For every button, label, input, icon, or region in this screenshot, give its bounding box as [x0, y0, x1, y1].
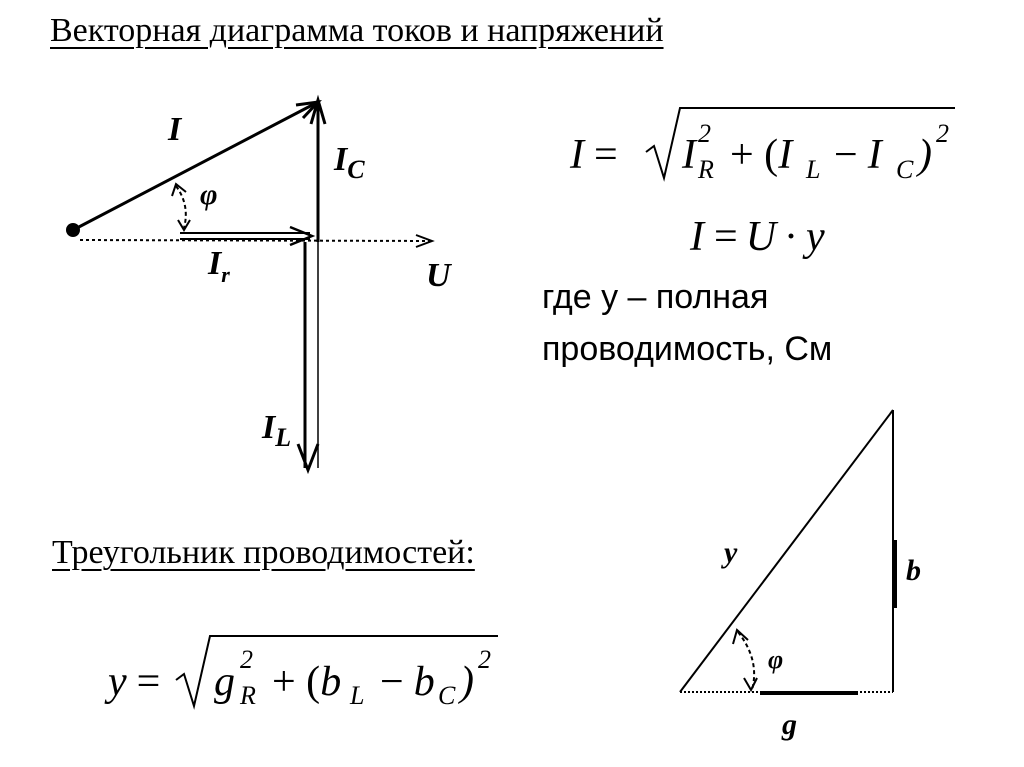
formula-admittance-bl: b [320, 659, 342, 705]
formula-current-ic: I [867, 132, 882, 178]
label-il-sub: L [275, 423, 292, 452]
svg-text:−I [834, 132, 884, 178]
formula-current-il-sub: L [806, 155, 821, 184]
formula-admittance-bc: b [413, 659, 435, 705]
formula-admittance-sup: 2 [478, 645, 491, 674]
phi-arc [176, 186, 186, 228]
triangle-phi-arrow-top [733, 630, 748, 644]
resistive-current-arrow-head [290, 227, 312, 245]
formula-admittance-lhs: y [108, 659, 127, 705]
svg-text:+ (I [730, 132, 794, 178]
formula-current-plus: + ( [730, 132, 779, 178]
formula-current-ic-sub: C [896, 155, 914, 184]
formula-current [569, 108, 955, 184]
label-ir-sub: r [221, 262, 230, 287]
triangle-label-phi: φ [768, 645, 784, 674]
formula-current-il: I [778, 132, 793, 178]
label-ir-main: I [208, 245, 222, 282]
diagram-title: Векторная диаграмма токов и напряжений [50, 12, 664, 49]
triangle-label-b: b [906, 554, 921, 587]
formula-current-ir-sub: R [698, 155, 714, 184]
formula-admittance-minus: − [380, 659, 404, 705]
formula-ohm-y: y [806, 214, 825, 260]
formula-admittance-g-sub: R [240, 681, 256, 710]
formula-admittance-plus: + ( [272, 659, 321, 705]
formula-ohm-i: I [690, 214, 704, 260]
formula-current-equals: = [594, 132, 618, 178]
formula-current-lhs: I [570, 132, 584, 178]
note-line-1: где y – полная [542, 278, 769, 316]
voltage-axis [80, 240, 430, 241]
svg-text:I [681, 132, 698, 178]
inductive-current-arrow-head [298, 444, 318, 470]
triangle-phi-arrow-bottom [744, 678, 757, 690]
formula-ohm [689, 214, 825, 260]
svg-text:I= [569, 132, 618, 178]
svg-text:+ (b [272, 659, 341, 705]
label-u: U [426, 257, 451, 294]
admittance-triangle [680, 410, 895, 693]
formula-current-ir: I [682, 132, 696, 178]
triangle-hypotenuse-y [680, 410, 893, 692]
current-vector [75, 102, 318, 229]
vector-diagram [66, 100, 432, 470]
formula-current-sup: 2 [936, 119, 949, 148]
triangle-label-g: g [782, 708, 797, 741]
note-line-2: проводимость, См [542, 330, 833, 368]
formula-admittance-g: g [214, 659, 235, 705]
label-ic-main: I [334, 141, 348, 178]
formula-admittance-bl-sub: L [350, 681, 365, 710]
formula-current-close: ) [918, 132, 932, 178]
label-i: I [168, 111, 182, 148]
formula-admittance-g-sup: 2 [240, 645, 253, 674]
formula-current-minus: − [834, 132, 858, 178]
label-ic-sub: C [347, 155, 365, 184]
formula-admittance [104, 636, 498, 710]
label-phi: φ [200, 178, 218, 211]
formula-ohm-equals: = [714, 214, 738, 260]
triangle-section-title: Треугольник проводимостей: [52, 534, 475, 571]
svg-text:−b [380, 659, 435, 705]
formula-ohm-u: U [745, 214, 777, 260]
formula-admittance-equals: = [136, 659, 161, 705]
formula-ohm-dot: · [784, 214, 799, 260]
triangle-label-y: y [724, 536, 738, 569]
label-ic [333, 141, 365, 184]
formula-current-ir-sup: 2 [698, 119, 711, 148]
phi-arc-arrow-top [172, 184, 186, 196]
origin-point [66, 223, 80, 237]
label-il-main: I [262, 409, 276, 446]
formula-admittance-bc-sub: C [438, 681, 456, 710]
formula-admittance-close: ) [460, 659, 474, 705]
svg-text:y= [104, 659, 160, 705]
label-il [261, 409, 291, 452]
label-ir [207, 245, 230, 287]
phi-arc-arrow-bottom [178, 220, 190, 230]
